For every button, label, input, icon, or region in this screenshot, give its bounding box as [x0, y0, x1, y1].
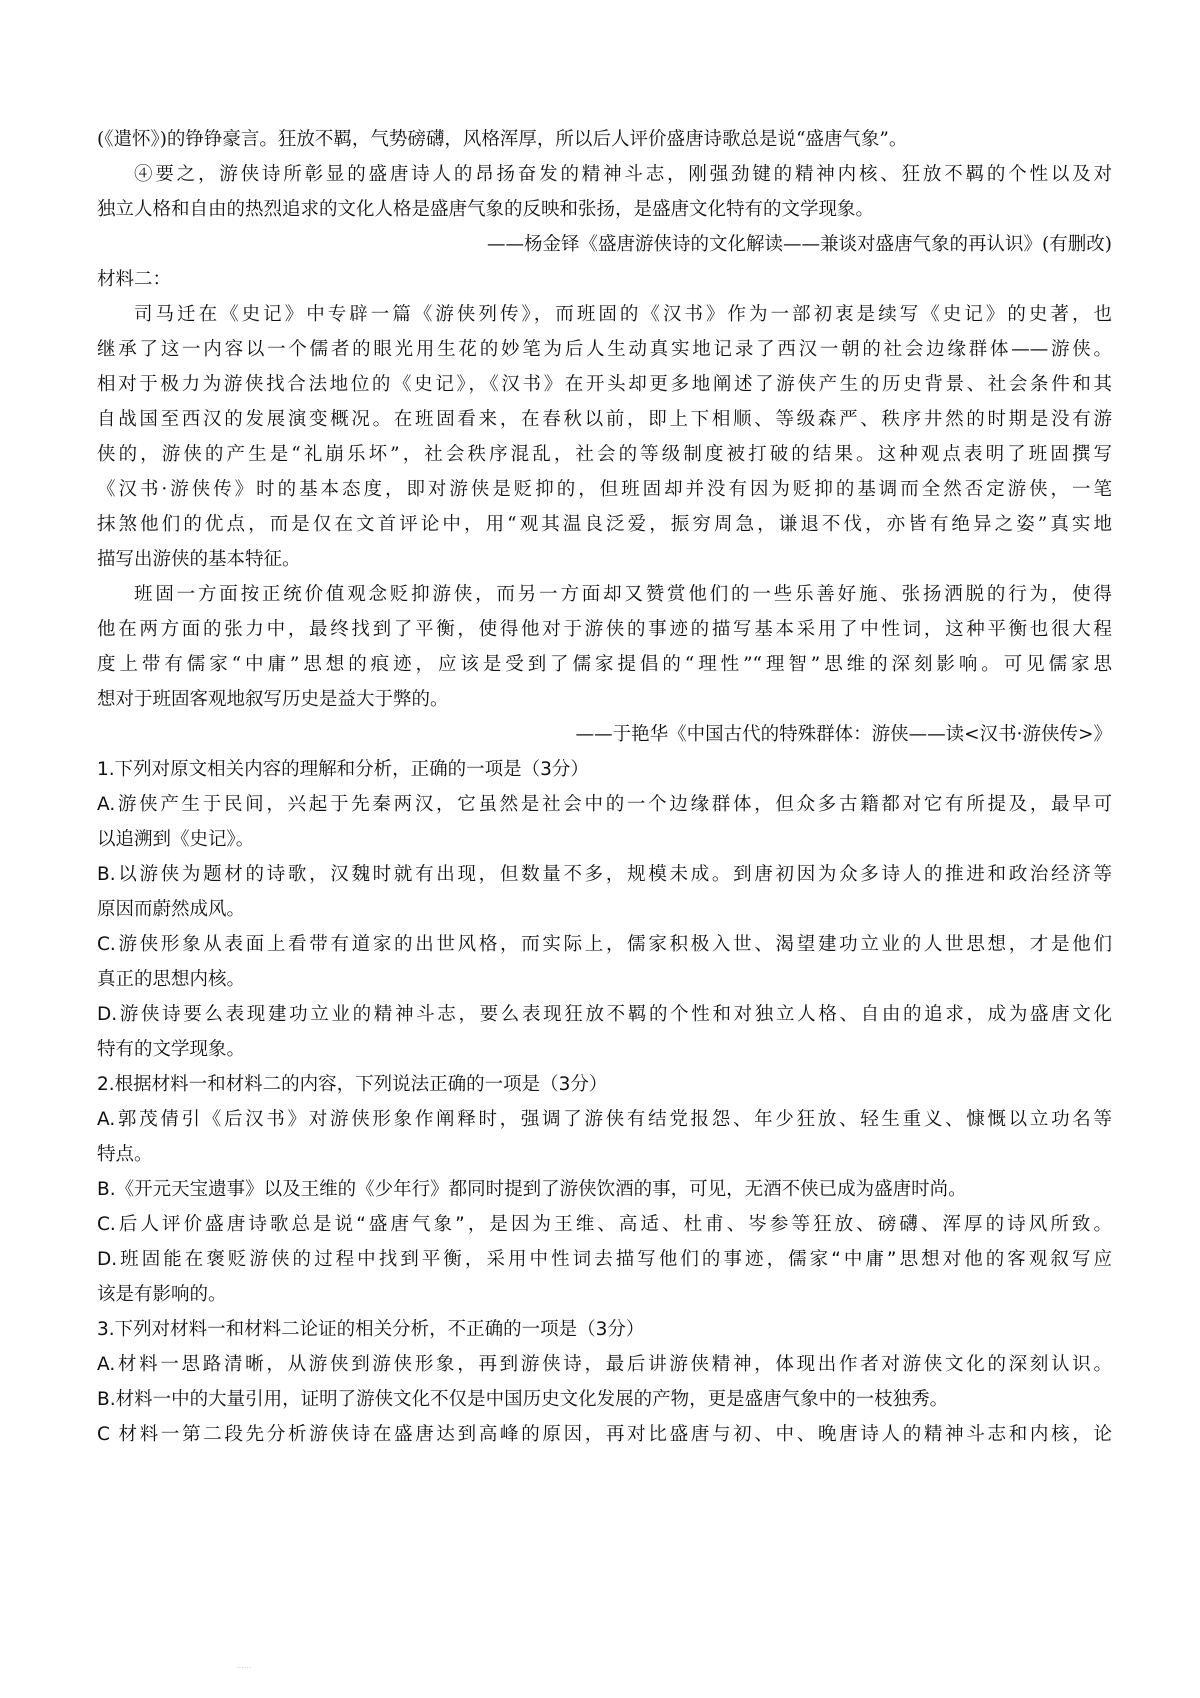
material2-para2-line: 班固一方面按正统价值观念贬抑游侠，而另一方面却又赞赏他们的一些乐善好施、张扬洒脱的行为，使得	[134, 584, 1112, 605]
material2-para1-line: 抹煞他们的优点，而是仅在文首评论中，用“观其温良泛爱，振穷周急，谦退不伐，亦皆有绝异之姿”真实地	[97, 514, 1112, 535]
question-2-stem: 2.根据材料一和材料二的内容，下列说法正确的一项是（3分）	[97, 1074, 608, 1095]
question-1-option-d-cont: 特有的文学现象。	[97, 1039, 246, 1060]
question-1-option-b: B.以游侠为题材的诗歌，汉魏时就有出现，但数量不多，规模未成。到唐初因为众多诗人的推进和政治经济等	[97, 864, 1112, 885]
question-3-option-a: A.材料一思路清晰，从游侠到游侠形象，再到游侠诗，最后讲游侠精神，体现出作者对游侠文化的深刻认识。	[97, 1354, 1112, 1375]
question-2-option-a-cont: 特点。	[97, 1144, 153, 1165]
material2-para1-line: 自战国至西汉的发展演变概况。在班固看来，在春秋以前，即上下相顺、等级森严、秩序井然的时期是没有游	[97, 409, 1112, 430]
question-2-option-d: D.班固能在褒贬游侠的过程中找到平衡，采用中性词去描写他们的事迹，儒家“中庸”思想对他的客观叙写应	[97, 1249, 1112, 1270]
footer-watermark-dots: ......	[236, 1661, 252, 1670]
material2-para1-line: 侠的，游侠的产生是“礼崩乐坏”，社会秩序混乱，社会的等级制度被打破的结果。这种观点表明了班固撰写	[97, 444, 1112, 465]
material2-para2-line: 想对于班固客观地叙写历史是益大于弊的。	[97, 689, 449, 710]
question-1-option-a: A.游侠产生于民间，兴起于先秦两汉，它虽然是社会中的一个边缘群体，但众多古籍都对它有所提及，最早可	[97, 794, 1112, 815]
question-1-option-a-cont: 以追溯到《史记》。	[97, 829, 255, 850]
material2-para1-line: 司马迁在《史记》中专辟一篇《游侠列传》，而班固的《汉书》作为一部初衷是续写《史记》的史著，也	[134, 304, 1112, 325]
question-2-option-c: C.后人评价盛唐诗歌总是说“盛唐气象”，是因为王维、高适、杜甫、岑参等狂放、磅礴、浑厚的诗风所致。	[97, 1214, 1112, 1235]
material1-para4-line: ④要之，游侠诗所彰显的盛唐诗人的昂扬奋发的精神斗志，刚强劲键的精神内核、狂放不羁的个性以及对	[134, 164, 1112, 185]
question-1-option-d: D.游侠诗要么表现建功立业的精神斗志，要么表现狂放不羁的个性和对独立人格、自由的追求，成为盛唐文化	[97, 1004, 1112, 1025]
material1-closing-line: (《遣怀》)的铮铮豪言。狂放不羁，气势磅礴，风格浑厚，所以后人评价盛唐诗歌总是说“盛唐气象”。	[97, 129, 908, 150]
material2-para1-line: 继承了这一内容以一个儒者的眼光用生花的妙笔为后人生动真实地记录了西汉一朝的社会边缘群体——游侠。	[97, 339, 1112, 360]
material1-source: ——杨金铎《盛唐游侠诗的文化解读——兼谈对盛唐气象的再认识》(有删改)	[487, 234, 1112, 255]
material2-para1-line: 相对于极力为游侠找合法地位的《史记》，《汉书》在开头却更多地阐述了游侠产生的历史背景、社会条件和其	[97, 374, 1112, 395]
question-3-option-b: B.材料一中的大量引用，证明了游侠文化不仅是中国历史文化发展的产物，更是盛唐气象中的一枝独秀。	[97, 1389, 949, 1410]
question-1-option-c: C.游侠形象从表面上看带有道家的出世风格，而实际上，儒家积极入世、渴望建功立业的人世思想，才是他们	[97, 934, 1112, 955]
question-1-option-b-cont: 原因而蔚然成风。	[97, 899, 246, 920]
question-1-stem: 1.下列对原文相关内容的理解和分析，正确的一项是（3分）	[97, 759, 589, 780]
question-2-option-a: A.郭茂倩引《后汉书》对游侠形象作阐释时，强调了游侠有结党报怨、年少狂放、轻生重义、慷慨以立功名等	[97, 1109, 1112, 1130]
material2-para2-line: 度上带有儒家“中庸”思想的痕迹，应该是受到了儒家提倡的“理性”“理智”思维的深刻影响。可见儒家思	[97, 654, 1112, 675]
material2-para2-line: 他在两方面的张力中，最终找到了平衡，使得他对于游侠的事迹的描写基本采用了中性词，这种平衡也很大程	[97, 619, 1112, 640]
question-3-stem: 3.下列对材料一和材料二论证的相关分析，不正确的一项是（3分）	[97, 1319, 645, 1340]
material2-para1-line: 《汉书·游侠传》时的基本态度，即对游侠是贬抑的，但班固却并没有因为贬抑的基调而全然否定游侠，一笔	[97, 479, 1112, 500]
material2-heading: 材料二：	[97, 269, 172, 290]
material2-para1-line: 描写出游侠的基本特征。	[97, 549, 301, 570]
question-2-option-b: B.《开元天宝遗事》以及王维的《少年行》都同时提到了游侠饮酒的事，可见，无酒不侠已成为盛唐时尚。	[97, 1179, 967, 1200]
question-2-option-d-cont: 该是有影响的。	[97, 1284, 227, 1305]
question-3-option-c: C 材料一第二段先分析游侠诗在盛唐达到高峰的原因，再对比盛唐与初、中、晚唐诗人的精神斗志和内核，论	[97, 1424, 1112, 1445]
material1-para4-line: 独立人格和自由的热烈追求的文化人格是盛唐气象的反映和张扬，是盛唐文化特有的文学现象。	[97, 199, 875, 220]
material2-source: ——于艳华《中国古代的特殊群体：游侠——读<汉书·游侠传>》	[575, 724, 1112, 745]
question-1-option-c-cont: 真正的思想内核。	[97, 969, 246, 990]
